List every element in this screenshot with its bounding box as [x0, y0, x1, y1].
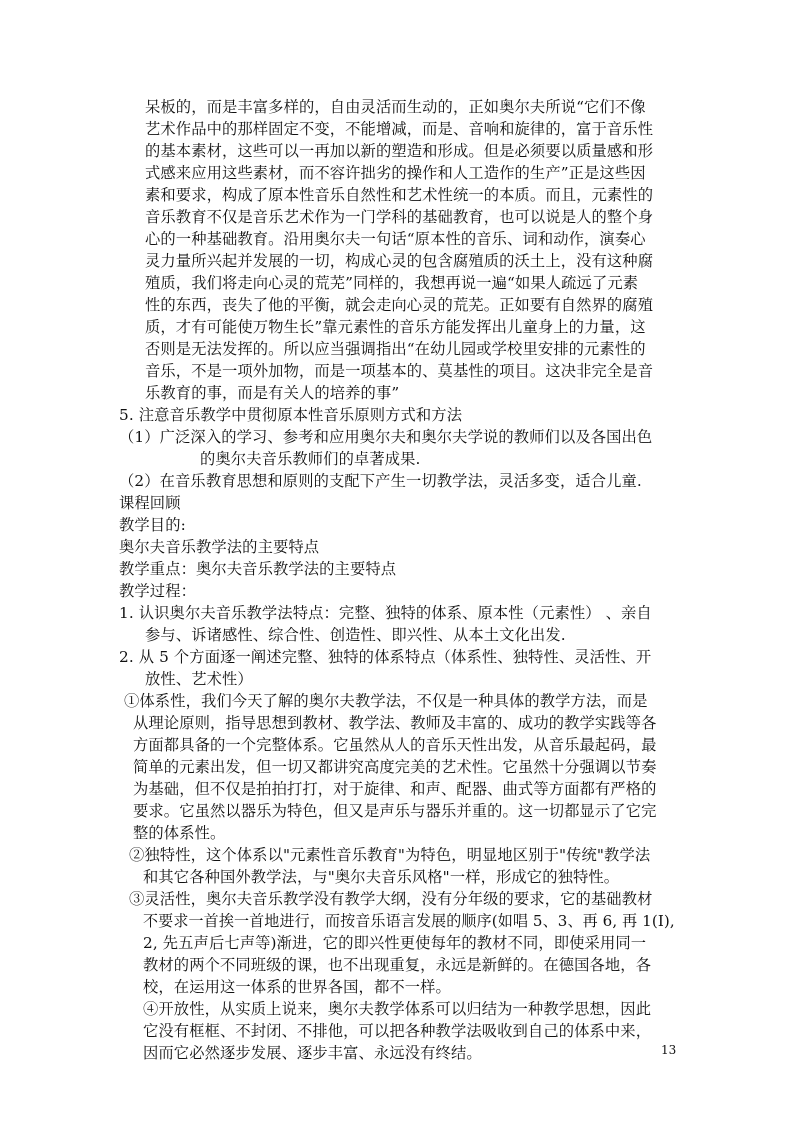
text-line: 要求。它虽然以器乐为特色，但又是声乐与器乐并重的。这一切都显示了它完	[133, 802, 657, 820]
label-teaching-objective: 教学目的:	[119, 516, 186, 534]
numbered-item-continuation: 参与、诉诸感性、综合性、创造性、即兴性、从本土文化出发.	[145, 626, 566, 644]
numbered-item: 1. 认识奥尔夫音乐教学法特点：完整、独特的体系、原本性（元素性） 、亲自	[119, 604, 652, 622]
text-line: 殖质，我们将走向心灵的荒芜”同样的，我想再说一遍“如果人疏远了元素	[145, 274, 639, 292]
text-line: 的基本素材，这些可以一再加以新的塑造和形成。但是必须要以质量感和形	[145, 142, 654, 160]
list-item: （1）广泛深入的学习、参考和应用奥尔夫和奥尔夫学说的教师们以及各国出色	[119, 428, 653, 446]
text-line: 奥尔夫音乐教学法的主要特点	[119, 538, 320, 556]
text-line: 简单的元素出发，但一切又都讲究高度完美的艺术性。它虽然十分强调以节奏	[133, 758, 657, 776]
label-teaching-focus: 教学重点：奥尔夫音乐教学法的主要特点	[119, 560, 397, 578]
text-line: 否则是无法发挥的。所以应当强调指出“在幼儿园或学校里安排的元素性的	[145, 340, 646, 358]
text-line: 它没有框框、不封闭、不排他，可以把各种教学法吸收到自己的体系中来，	[143, 1022, 652, 1040]
text-line: 因而它必然逐步发展、逐步丰富、永远没有终结。	[143, 1044, 482, 1062]
text-line: 心的一种基础教育。沿用奥尔夫一句话“原本性的音乐、词和动作，演奏心	[145, 230, 646, 248]
numbered-item: 2. 从 5 个方面逐一阐述完整、独特的体系特点（体系性、独特性、灵活性、开	[119, 648, 652, 666]
circled-item: ③灵活性，奥尔夫音乐教学没有教学大纲，没有分年级的要求，它的基础教材	[129, 890, 653, 908]
text-line: 灵力量所兴起并发展的一切，构成心灵的包含腐殖质的沃土上，没有这种腐	[145, 252, 654, 270]
text-line: 教材的两个不同班级的课，也不出现重复，永远是新鲜的。在德国各地，各	[143, 956, 652, 974]
circled-item: ①体系性，我们今天了解的奥尔夫教学法，不仅是一种具体的教学方法，而是	[124, 692, 648, 710]
text-line: 艺术作品中的那样固定不变，不能增减，而是、音响和旋律的，富于音乐性	[145, 120, 654, 138]
numbered-item-continuation: 放性、艺术性）	[145, 670, 253, 688]
text-line: 不要求一首挨一首地进行，而按音乐语言发展的顺序(如唱 5、3、再 6, 再 1(I),	[143, 912, 675, 930]
text-line: 呆板的，而是丰富多样的，自由灵活而生动的，正如奥尔夫所说“它们不像	[145, 98, 646, 116]
text-line: 为基础，但不仅是拍拍打打，对于旋律、和声、配器、曲式等方面都有严格的	[133, 780, 657, 798]
text-line: 式感来应用这些素材，而不容许拙劣的操作和人工造作的生产”正是这些因	[145, 164, 646, 182]
label-teaching-process: 教学过程：	[119, 582, 196, 600]
text-line: 音乐教育不仅是音乐艺术作为一门学科的基础教育，也可以说是人的整个身	[145, 208, 654, 226]
text-line: 音乐，不是一项外加物，而是一项基本的、莫基性的项目。这决非完全是音	[145, 362, 654, 380]
text-line: 乐教育的事，而是有关人的培养的事”	[145, 384, 400, 402]
list-item-continuation: 的奥尔夫音乐教师们的卓著成果.	[200, 450, 421, 468]
section-heading: 5. 注意音乐教学中贯彻原本性音乐原则方式和方法	[119, 406, 463, 424]
text-line: 素和要求，构成了原本性音乐自然性和艺术性统一的本质。而且，元素性的	[145, 186, 654, 204]
text-line: 整的体系性。	[133, 824, 226, 842]
list-item: （2）在音乐教育思想和原则的支配下产生一切教学法，灵活多变，适合儿童.	[119, 472, 642, 490]
circled-item: ②独特性，这个体系以"元素性音乐教育"为特色，明显地区别于"传统"教学法	[129, 846, 651, 864]
heading-course-review: 课程回顾	[119, 494, 181, 512]
text-line: 方面都具备的一个完整体系。它虽然从人的音乐天性出发，从音乐最起码，最	[133, 736, 657, 754]
text-line: 校，在运用这一体系的世界各国，都不一样。	[143, 978, 451, 996]
text-line: 质，才有可能使万物生长”靠元素性的音乐方能发挥出儿童身上的力量，这	[145, 318, 646, 336]
text-line: 和其它各种国外教学法，与"奥尔夫音乐风格"一样，形成它的独特性。	[143, 868, 620, 886]
page-number: 13	[661, 1043, 677, 1057]
text-line: 性的东西，丧失了他的平衡，就会走向心灵的荒芜。正如要有自然界的腐殖	[145, 296, 654, 314]
circled-item: ④开放性，从实质上说来，奥尔夫教学体系可以归结为一种教学思想，因此	[143, 1000, 652, 1018]
text-line: 2, 先五声后七声等)渐进，它的即兴性更使每年的教材不同，即使采用同一	[143, 934, 647, 952]
text-line: 从理论原则，指导思想到教材、教学法、教师及丰富的、成功的教学实践等各	[133, 714, 657, 732]
